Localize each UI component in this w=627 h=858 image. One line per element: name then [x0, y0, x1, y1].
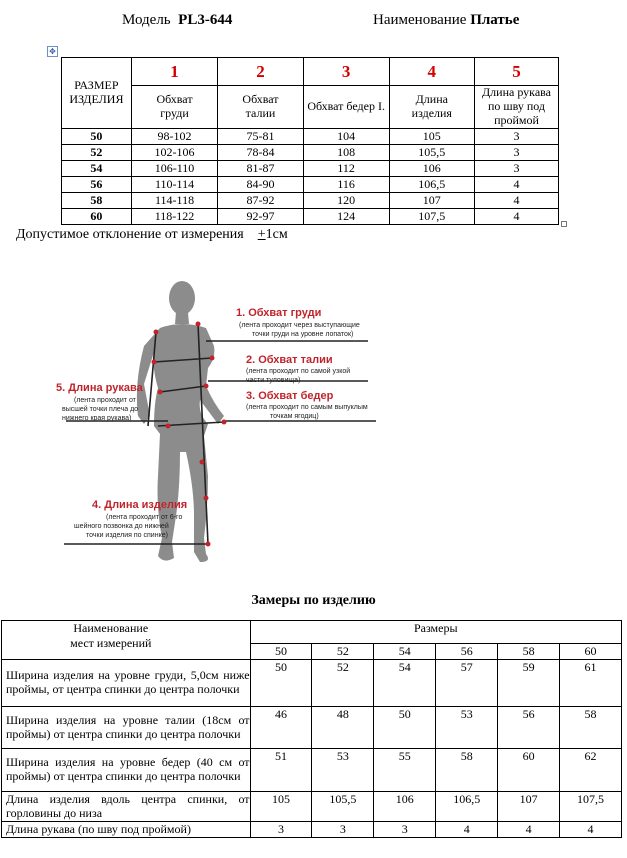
size-cell: 58 — [62, 193, 132, 209]
size-value-cell: 87-92 — [218, 193, 303, 209]
label-waist-title: 2. Обхват талии — [246, 354, 333, 366]
col-num-3: 3 — [303, 58, 389, 86]
col-num-5: 5 — [475, 58, 559, 86]
measurement-value: 50 — [250, 660, 312, 707]
measurement-value: 60 — [498, 749, 560, 792]
size-value-cell: 118-122 — [131, 209, 217, 225]
size-value-cell: 106-110 — [131, 161, 217, 177]
name-value: Платье — [470, 12, 520, 28]
label-waist-note1: (лента проходит по самой узкой — [246, 368, 351, 375]
size-corner-label: РАЗМЕР ИЗДЕЛИЯ — [69, 78, 124, 106]
measurement-value: 105,5 — [312, 792, 374, 822]
name-label: Наименование — [373, 12, 467, 28]
measurement-value: 58 — [436, 749, 498, 792]
label-sleeve-title: 5. Длина рукава — [56, 382, 143, 394]
measurement-label: Длина изделия вдоль центра спинки, от горловины до низа — [2, 792, 251, 822]
size-value-cell: 102-106 — [131, 145, 217, 161]
col-label-3: Обхват бедер I. — [303, 86, 389, 129]
size-value-cell: 124 — [303, 209, 389, 225]
label-hips-note1: (лента проходит по самым выпуклым — [246, 404, 368, 411]
size-cell: 52 — [62, 145, 132, 161]
tolerance-pm: + — [257, 227, 266, 242]
size-column-header: 54 — [374, 644, 436, 660]
size-value-cell: 3 — [475, 129, 559, 145]
size-row — [62, 161, 559, 177]
measurement-value: 62 — [560, 749, 622, 792]
measurement-row — [2, 749, 622, 792]
size-column-header: 50 — [250, 644, 312, 660]
col-label-4: Длина изделия — [389, 86, 474, 129]
size-value-cell: 3 — [475, 145, 559, 161]
size-row — [62, 145, 559, 161]
measurement-value: 59 — [498, 660, 560, 707]
size-cell: 56 — [62, 177, 132, 193]
size-value-cell: 3 — [475, 161, 559, 177]
size-row — [62, 129, 559, 145]
size-row — [62, 177, 559, 193]
measurement-label: Ширина изделия на уровне груди, 5,0см ниже проймы, от центра спинки до центра полочки — [2, 660, 251, 707]
measurement-value: 51 — [250, 749, 312, 792]
tolerance-value: 1см — [265, 227, 288, 242]
measurement-value: 53 — [436, 707, 498, 749]
measurement-value: 53 — [312, 749, 374, 792]
col-label-1: Обхват груди — [131, 86, 217, 129]
size-cell: 54 — [62, 161, 132, 177]
size-value-cell: 110-114 — [131, 177, 217, 193]
table-resize-handle[interactable] — [561, 221, 567, 227]
table-move-handle-icon[interactable]: ✥ — [47, 46, 58, 57]
size-value-cell: 106,5 — [389, 177, 474, 193]
measurement-value: 48 — [312, 707, 374, 749]
place-header-line2: мест измерений — [70, 636, 152, 650]
size-row — [62, 209, 559, 225]
size-value-cell: 114-118 — [131, 193, 217, 209]
label-hips-note2: точкам ягодиц) — [270, 413, 319, 420]
measurement-value: 3 — [374, 822, 436, 838]
measurement-value: 3 — [250, 822, 312, 838]
size-value-cell: 105,5 — [389, 145, 474, 161]
size-cell: 60 — [62, 209, 132, 225]
col-label-5: Длина рукава по шву под проймой — [475, 86, 559, 129]
measurement-row — [2, 792, 622, 822]
measurements-title: Замеры по изделию — [251, 593, 376, 608]
name-line — [373, 12, 519, 29]
size-value-cell: 120 — [303, 193, 389, 209]
size-value-cell: 81-87 — [218, 161, 303, 177]
size-value-cell: 107,5 — [389, 209, 474, 225]
measurement-value: 4 — [498, 822, 560, 838]
size-value-cell: 4 — [475, 193, 559, 209]
model-label: Модель — [122, 12, 171, 28]
place-header-line1: Наименование — [73, 621, 149, 635]
size-column-header: 52 — [312, 644, 374, 660]
measurement-figure — [48, 276, 388, 576]
measurement-value: 3 — [312, 822, 374, 838]
measurement-value: 58 — [560, 707, 622, 749]
size-value-cell: 108 — [303, 145, 389, 161]
size-value-cell: 78-84 — [218, 145, 303, 161]
measurement-value: 106,5 — [436, 792, 498, 822]
measurement-row — [2, 707, 622, 749]
measurement-value: 57 — [436, 660, 498, 707]
measurement-value: 55 — [374, 749, 436, 792]
measurement-value: 4 — [560, 822, 622, 838]
size-value-cell: 4 — [475, 177, 559, 193]
size-corner-header — [62, 58, 132, 129]
col-num-2: 2 — [218, 58, 303, 86]
measurement-value: 105 — [250, 792, 312, 822]
measurement-label: Ширина изделия на уровне бедер (40 см от проймы) от центра спинки до центра полочки — [2, 749, 251, 792]
label-sleeve-note2: высшей точки плеча до — [62, 406, 139, 413]
size-value-cell: 98-102 — [131, 129, 217, 145]
label-length-note1: (лента проходит от 6-го — [106, 514, 183, 521]
measurement-label: Ширина изделия на уровне талии (18см от проймы) от центра спинки до центра полочки — [2, 707, 251, 749]
size-column-header: 56 — [436, 644, 498, 660]
measurement-value: 106 — [374, 792, 436, 822]
label-chest-note1: (лента проходит через выступающие — [239, 322, 360, 329]
measurement-row — [2, 822, 622, 838]
label-hips-title: 3. Обхват бедер — [246, 390, 334, 402]
size-value-cell: 107 — [389, 193, 474, 209]
measurement-value: 52 — [312, 660, 374, 707]
label-sleeve-note1: (лента проходит от — [74, 397, 136, 404]
measurement-value: 4 — [436, 822, 498, 838]
col-num-1: 1 — [131, 58, 217, 86]
size-value-cell: 112 — [303, 161, 389, 177]
label-waist-note2: части туловища) — [246, 377, 301, 384]
size-value-cell: 105 — [389, 129, 474, 145]
size-value-cell: 75-81 — [218, 129, 303, 145]
label-length-note2: шейного позвонка до нижней — [74, 523, 169, 530]
measurements-table — [1, 620, 622, 838]
size-value-cell: 116 — [303, 177, 389, 193]
size-value-cell: 92-97 — [218, 209, 303, 225]
size-column-header: 60 — [560, 644, 622, 660]
label-chest-note2: точки груди на уровне лопаток) — [252, 331, 354, 338]
size-row — [62, 193, 559, 209]
measurement-value: 50 — [374, 707, 436, 749]
measurement-row — [2, 660, 622, 707]
label-length-note3: точки изделия по спинке) — [86, 532, 168, 539]
label-chest-title: 1. Обхват груди — [236, 307, 322, 319]
measurement-value: 61 — [560, 660, 622, 707]
tolerance-line — [16, 227, 288, 243]
measurement-value: 107 — [498, 792, 560, 822]
label-length-title: 4. Длина изделия — [92, 499, 188, 511]
size-column-header: 58 — [498, 644, 560, 660]
col-label-2: Обхват талии — [218, 86, 303, 129]
size-value-cell: 106 — [389, 161, 474, 177]
tolerance-text: Допустимое отклонение от измерения — [16, 227, 244, 242]
place-header — [2, 621, 251, 660]
measurement-label: Длина рукава (по шву под проймой) — [2, 822, 251, 838]
measurement-value: 107,5 — [560, 792, 622, 822]
sizes-header: Размеры — [250, 621, 621, 644]
size-table — [61, 57, 559, 225]
col-num-4: 4 — [389, 58, 474, 86]
size-value-cell: 84-90 — [218, 177, 303, 193]
model-value: PL3-644 — [178, 12, 233, 28]
size-value-cell: 104 — [303, 129, 389, 145]
measurement-value: 54 — [374, 660, 436, 707]
measurement-value: 46 — [250, 707, 312, 749]
model-line — [122, 12, 232, 29]
size-cell: 50 — [62, 129, 132, 145]
measurement-value: 56 — [498, 707, 560, 749]
label-sleeve-note3: нижнего края рукава) — [62, 415, 132, 422]
size-value-cell: 4 — [475, 209, 559, 225]
